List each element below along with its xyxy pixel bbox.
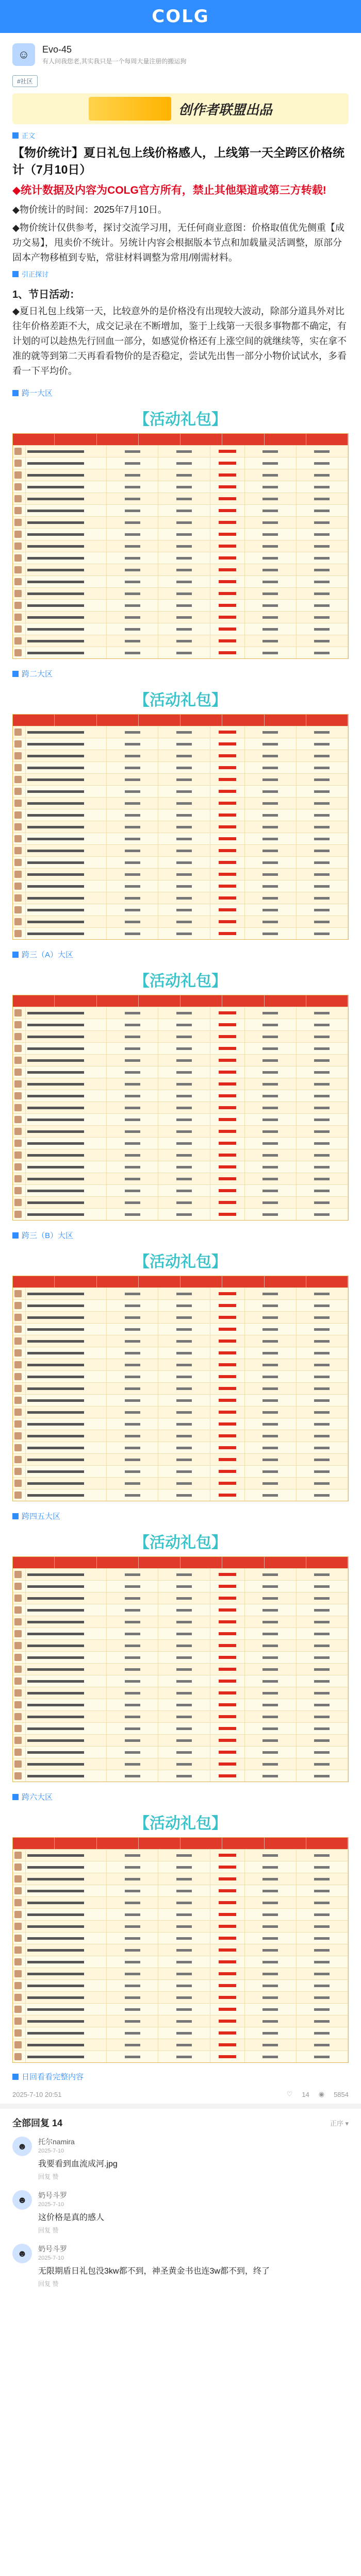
like-count: 14 — [302, 2090, 309, 2098]
table-row — [13, 1090, 348, 1101]
table-row — [13, 1370, 348, 1382]
banner-image — [89, 97, 171, 121]
table-row — [13, 2050, 348, 2062]
table-row — [13, 1161, 348, 1173]
table-row — [13, 1663, 348, 1675]
table-row — [13, 647, 348, 658]
price-table-image — [12, 1556, 349, 1782]
server-label: 跨三（A）大区 — [12, 949, 349, 960]
square-icon — [12, 1513, 19, 1519]
section-header-review: 引正探讨 — [12, 269, 349, 279]
table-row — [13, 1489, 348, 1501]
comment-list — [0, 2137, 361, 2288]
price-table-image — [12, 995, 349, 1221]
table-row — [13, 880, 348, 892]
comments-header: 全部回复 14 正序 ▾ — [12, 2118, 349, 2129]
table-row — [13, 528, 348, 540]
comment-actions[interactable]: 回复 赞 — [38, 2280, 59, 2288]
table-row — [13, 540, 348, 552]
table-row — [13, 1007, 348, 1019]
table-row — [13, 1430, 348, 1442]
table-row — [13, 821, 348, 833]
table-row — [13, 1604, 348, 1616]
table-row — [13, 1030, 348, 1042]
table-row — [13, 516, 348, 528]
table-row — [13, 1453, 348, 1465]
table-row — [13, 1347, 348, 1359]
post-title: 【物价统计】夏日礼包上线价格感人，上线第一天全跨区价格统计（7月10日） — [12, 146, 344, 177]
server-label: 跨四五大区 — [12, 1511, 349, 1521]
square-icon — [12, 2074, 19, 2080]
table-row — [13, 892, 348, 904]
table-row — [13, 1311, 348, 1323]
comment-item — [12, 2137, 349, 2181]
table-row — [13, 809, 348, 821]
table-row — [13, 1699, 348, 1710]
table-row — [13, 1465, 348, 1477]
table-row — [13, 445, 348, 457]
table-row — [13, 1184, 348, 1196]
table-row — [13, 1675, 348, 1687]
comment-item — [12, 2190, 349, 2234]
server-label: 跨三（B）大区 — [12, 1230, 349, 1241]
table-row — [13, 1359, 348, 1370]
post-date: 2025-7-10 20:51 — [12, 2090, 62, 2098]
table-row — [13, 1101, 348, 1113]
table-row — [13, 1734, 348, 1746]
table-row — [13, 1746, 348, 1758]
table-row — [13, 1335, 348, 1347]
table-row — [13, 868, 348, 880]
table-row — [13, 2027, 348, 2039]
author-avatar[interactable]: ☺ — [12, 43, 35, 66]
table-row — [13, 599, 348, 611]
comment-text: 这价格是真的感人 — [38, 2213, 105, 2223]
table-row — [13, 564, 348, 575]
table-row — [13, 1125, 348, 1137]
table-row — [13, 1896, 348, 1908]
colg-logo[interactable]: COLG — [152, 6, 209, 27]
table-row — [13, 1861, 348, 1873]
table-header — [13, 434, 348, 445]
table-row — [13, 575, 348, 587]
table-row — [13, 1442, 348, 1453]
sort-toggle[interactable]: 正序 ▾ — [330, 2119, 349, 2127]
copyright-notice: ◆统计数据及内容为COLG官方所有，禁止其他渠道或第三方转载! — [12, 184, 326, 196]
table-row — [13, 1418, 348, 1430]
table-row — [13, 1196, 348, 1208]
commenter-name[interactable]: 奶号斗罗 — [38, 2191, 67, 2200]
price-table-image — [12, 433, 349, 659]
table-row — [13, 469, 348, 481]
square-icon — [12, 132, 19, 139]
comment-actions[interactable]: 回复 赞 — [38, 2173, 59, 2181]
table-row — [13, 1078, 348, 1090]
table-row — [13, 1113, 348, 1125]
table-row — [13, 1137, 348, 1149]
table-row — [13, 1580, 348, 1592]
table-row — [13, 2015, 348, 2027]
table-row — [13, 623, 348, 635]
table-row — [13, 1920, 348, 1932]
pack-title: 【活动礼包】 — [134, 973, 227, 990]
square-icon — [12, 271, 19, 277]
table-row — [13, 1568, 348, 1580]
square-icon — [12, 1794, 19, 1800]
top-bar — [0, 0, 361, 33]
table-row — [13, 1628, 348, 1639]
table-row — [13, 1173, 348, 1184]
table-row — [13, 1979, 348, 1991]
table-row — [13, 1956, 348, 1968]
table-row — [13, 726, 348, 738]
table-row — [13, 504, 348, 516]
view-icon: ◉ — [318, 2090, 325, 2098]
comment-actions[interactable]: 回复 赞 — [38, 2227, 59, 2234]
intro-line-0: ◆物价统计的时间：2025年7月10日。 — [12, 205, 167, 215]
table-row — [13, 904, 348, 916]
table-row — [13, 1651, 348, 1663]
like-icon[interactable]: ♡ — [286, 2090, 293, 2098]
table-row — [13, 916, 348, 927]
view-full-link[interactable]: 日回看看完整内容 — [12, 2071, 349, 2082]
table-row — [13, 1019, 348, 1030]
pack-title: 【活动礼包】 — [134, 1253, 227, 1271]
table-row — [13, 493, 348, 504]
table-row — [13, 1849, 348, 1861]
table-row — [13, 1968, 348, 1979]
table-row — [13, 552, 348, 564]
intro-line-1: ◆物价统计仅供参考，探讨交流学习用，无任何商业意图：价格取值优先侧重【成功交易】，甩卖价不统计。另统计内容会根据版本节点和加载量灵活调整，原部分固本产物移植到专贴，常驻材料调整为常用/刚需材料。 — [12, 222, 344, 263]
post-meta — [12, 2090, 349, 2098]
author-block — [0, 33, 361, 70]
table-header — [13, 995, 348, 1007]
pack-title: 【活动礼包】 — [134, 1815, 227, 1833]
table-row — [13, 1687, 348, 1699]
table-row — [13, 457, 348, 469]
table-row — [13, 1394, 348, 1406]
section-text: ◆夏日礼包上线第一天，比较意外的是价格没有出现较大波动，除部分道具外对比往年价格差距不大，成交记录在不断增加，鉴于上线第一天很多事物都不确定，有计划的可以趁热先行回血一部分，如感觉价格还有上涨空间的就继续等，实在拿不准的就等到第二天再看看物价的是否稳定，尝试先出售一部分小物价试试水，多看看一下平均价。 — [12, 306, 347, 376]
table-row — [13, 1382, 348, 1394]
commenter-name[interactable]: 托尔namira — [38, 2138, 75, 2146]
table-row — [13, 1149, 348, 1161]
section-header-main: 正文 — [12, 130, 349, 140]
table-row — [13, 2039, 348, 2050]
table-row — [13, 481, 348, 493]
table-row — [13, 1758, 348, 1770]
banner-title: 创作者联盟出品 — [178, 101, 272, 117]
table-row — [13, 1885, 348, 1896]
table-row — [13, 1991, 348, 2003]
table-header — [13, 1838, 348, 1849]
table-row — [13, 1592, 348, 1604]
price-table-image — [12, 714, 349, 940]
table-row — [13, 1639, 348, 1651]
server-sections — [0, 387, 361, 2063]
table-header — [13, 1276, 348, 1287]
table-row — [13, 1406, 348, 1418]
comment-time: 2025-7-10 — [38, 2148, 64, 2155]
pack-title: 【活动礼包】 — [134, 1534, 227, 1552]
author-name[interactable]: Evo-45 — [42, 44, 72, 55]
comment-text: 我要看到血流成河.jpg — [38, 2160, 118, 2169]
creator-banner[interactable] — [12, 93, 349, 124]
square-icon — [12, 1232, 19, 1239]
table-row — [13, 750, 348, 761]
table-row — [13, 833, 348, 844]
commenter-avatar[interactable]: ☻ — [12, 2244, 32, 2263]
table-row — [13, 1066, 348, 1078]
square-icon — [12, 671, 19, 677]
server-label: 跨六大区 — [12, 1791, 349, 1802]
table-row — [13, 1208, 348, 1220]
table-row — [13, 1908, 348, 1920]
table-row — [13, 856, 348, 868]
price-table-image — [12, 1276, 349, 1501]
author-subtitle: 有人问我您老,其实我只是一个每周大量注册的搬运狗 — [42, 57, 187, 65]
table-row — [13, 797, 348, 809]
table-row — [13, 1042, 348, 1054]
commenter-avatar[interactable]: ☻ — [12, 2137, 32, 2156]
server-label: 跨一大区 — [12, 387, 349, 398]
commenter-name[interactable]: 奶号斗罗 — [38, 2245, 67, 2253]
table-row — [13, 635, 348, 647]
view-count: 5854 — [334, 2090, 349, 2098]
table-row — [13, 1932, 348, 1944]
comment-time: 2025-7-10 — [38, 2255, 64, 2262]
table-row — [13, 785, 348, 797]
commenter-avatar[interactable]: ☻ — [12, 2190, 32, 2210]
table-row — [13, 1770, 348, 1782]
table-row — [13, 844, 348, 856]
table-row — [13, 2003, 348, 2015]
comment-item — [12, 2244, 349, 2288]
table-row — [13, 761, 348, 773]
table-row — [13, 611, 348, 623]
table-row — [13, 1944, 348, 1956]
table-header — [13, 1557, 348, 1568]
pack-title: 【活动礼包】 — [134, 692, 227, 709]
square-icon — [12, 390, 19, 396]
price-table-image — [12, 1837, 349, 2063]
table-row — [13, 1299, 348, 1311]
section-label: 1、节日活动： — [12, 289, 80, 301]
table-row — [13, 927, 348, 939]
square-icon — [12, 952, 19, 958]
table-row — [13, 1054, 348, 1066]
table-row — [13, 1616, 348, 1628]
table-header — [13, 715, 348, 726]
comment-text: 无限期盾日礼包没3kw都不到，神圣黄金书也连3w都不到，终了 — [38, 2267, 270, 2276]
table-row — [13, 738, 348, 750]
table-row — [13, 1722, 348, 1734]
pack-title: 【活动礼包】 — [134, 411, 227, 429]
topic-tag[interactable]: #社区 — [12, 75, 38, 87]
server-label: 跨二大区 — [12, 668, 349, 679]
divider — [0, 2104, 361, 2109]
table-row — [13, 1477, 348, 1489]
comment-time: 2025-7-10 — [38, 2201, 64, 2208]
table-row — [13, 1710, 348, 1722]
table-row — [13, 773, 348, 785]
table-row — [13, 1873, 348, 1885]
table-row — [13, 587, 348, 599]
table-row — [13, 1323, 348, 1335]
table-row — [13, 1287, 348, 1299]
